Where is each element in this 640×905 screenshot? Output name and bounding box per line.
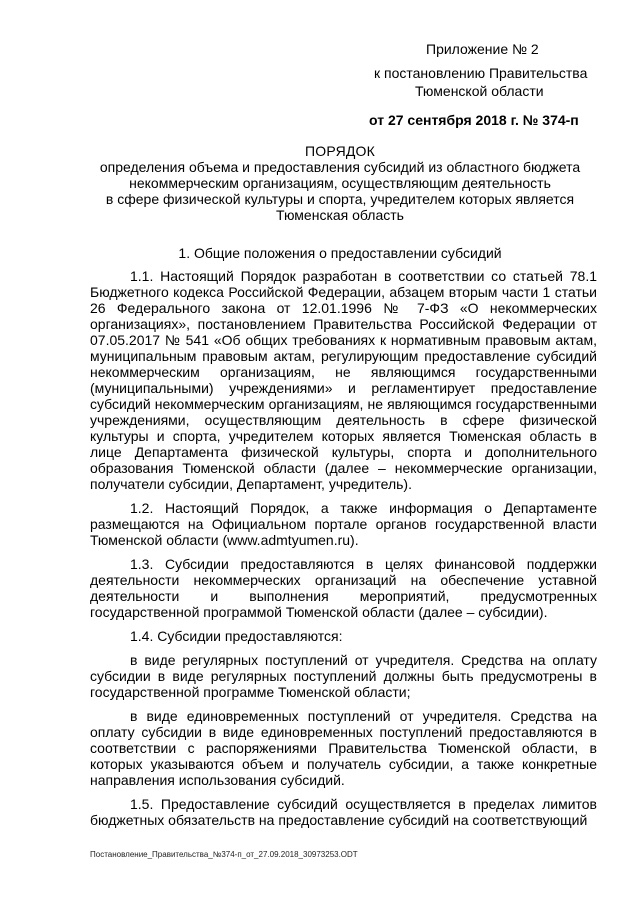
title-line: определения объема и предоставления субсидий из областного бюджета xyxy=(99,159,581,175)
paragraph: 1.2. Настоящий Порядок, а также информация о Департаменте размещаются на Официальном портале органов государственной власти Тюменской области (www.admtyumen.ru). xyxy=(90,500,597,548)
appendix-reference: к постановлению Правительства xyxy=(374,65,588,81)
appendix-number: Приложение № 2 xyxy=(426,41,539,57)
appendix-header xyxy=(360,40,600,129)
paragraph: 1.5. Предоставление субсидий осуществляется в пределах лимитов бюджетных обязательств на предоставление субсидий на соответствующий xyxy=(90,796,597,828)
title-line: в сфере физической культуры и спорта, учредителем которых является xyxy=(105,191,575,207)
paragraph: 1.1. Настоящий Порядок разработан в соответствии со статьей 78.1 Бюджетного кодекса Российской Федерации, абзацем вторым части 1 статьи 26 Федерального закона от 12.01.1996 № 7-ФЗ «О некоммерческих организациях», постановлением Правительства Российской Федерации от 07.05.2017 № 541 «Об общих требованиях к нормативным правовым актам, муниципальным правовым актам, регулирующим предоставление субсидий некоммерческим организациям, не являющимся государственными (муниципальными) учреждениями» и регламентирует предоставление субсидий некоммерческим организациям, не являющимся государственными учреждениями, осуществляющим деятельность в сфере физической культуры и спорта, учредителем которых является Тюменская область в лице Департамента физической культуры, спорта и дополнительного образования Тюменской области (далее – некоммерческие организации, получатели субсидии, Департамент, учредитель). xyxy=(90,268,597,492)
appendix-region: Тюменской области xyxy=(415,83,544,99)
section-heading: 1. Общие положения о предоставлении субсидий xyxy=(178,245,502,261)
document-body xyxy=(90,268,597,836)
title-heading: ПОРЯДОК xyxy=(304,143,376,159)
title-line: некоммерческим организациям, осуществляющим деятельность xyxy=(129,175,551,191)
file-footer: Постановление_Правительства_№374-п_от_27.09.2018_30973253.ODT xyxy=(90,850,358,859)
paragraph: в виде единовременных поступлений от учредителя. Средства на оплату субсидии в виде единовременных поступлений предоставляются в соответствии с распоряжениями Правительства Тюменской области, в которых указываются объем и получатель субсидии, а также конкретные направления использования субсидий. xyxy=(90,708,597,788)
title-line: Тюменская область xyxy=(276,207,404,223)
document-title xyxy=(90,143,590,223)
paragraph: 1.4. Субсидии предоставляются: xyxy=(130,628,343,644)
paragraph: в виде регулярных поступлений от учредителя. Средства на оплату субсидии в виде регулярных поступлений должны быть предусмотрены в государственной программе Тюменской области; xyxy=(90,652,597,700)
appendix-date: от 27 сентября 2018 г. № 374-п xyxy=(369,112,579,128)
paragraph: 1.3. Субсидии предоставляются в целях финансовой поддержки деятельности некоммерческих организаций на обеспечение уставной деятельности и выполнения мероприятий, предусмотренных государственной программой Тюменской области (далее – субсидии). xyxy=(90,556,597,620)
